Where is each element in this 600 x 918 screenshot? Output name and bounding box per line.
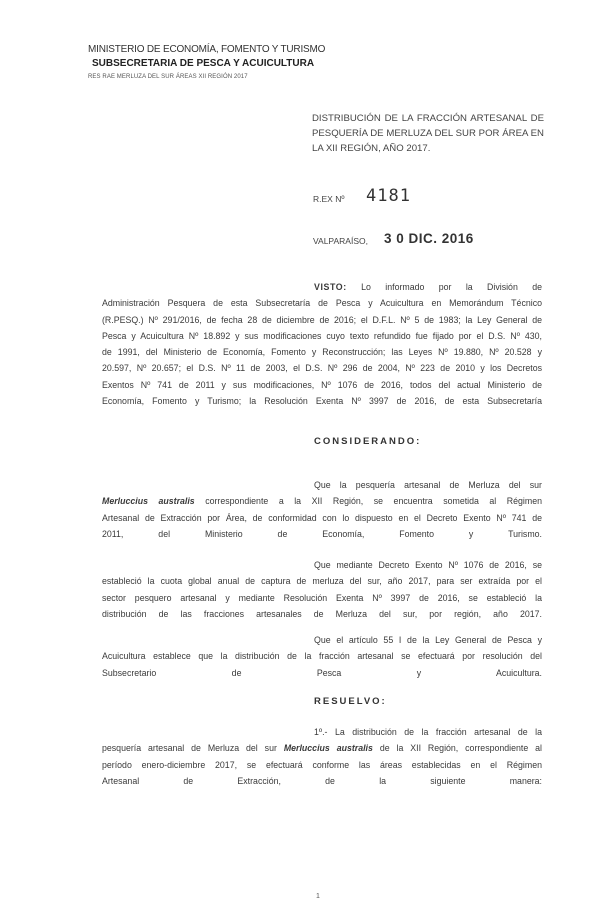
visto-paragraph xyxy=(102,279,542,409)
visto-line-3: (R.PESQ.) Nº 291/2016, de fecha 28 de diciembre de 2016; el D.F.L. Nº 5 de 1983; la Ley General de xyxy=(102,314,542,325)
document-subject: DISTRIBUCIÓN DE LA FRACCIÓN ARTESANAL DE PESQUERÍA DE MERLUZA DEL SUR POR ÁREA EN LA XII REGIÓN, AÑO 2017. xyxy=(312,113,544,154)
considerando-paragraph-2: Que mediante Decreto Exento Nº 1076 de 2016, se estableció la cuota global anual de captura de merluza del sur, año 2017, para ser extraída por el sector pesquero artesanal y mediante Resolución Exenta Nº 3997 de 2016, se estableció la distribución de las fracciones artesanales de Merluza del sur, por región, año 2017. xyxy=(102,560,542,619)
visto-line-8: Economía, Fomento y Turismo; la Resolución Exenta Nº 3997 de 2016, de esta Subsecretaría xyxy=(102,396,542,407)
ministry-name: MINISTERIO DE ECONOMÍA, FOMENTO Y TURISMO xyxy=(88,44,326,55)
visto-line-1: VISTO: Lo informado por la División de xyxy=(314,282,542,292)
page-number: 1 xyxy=(316,893,320,900)
considerando-paragraph-3: Que el artículo 55 I de la Ley General de Pesca y Acuicultura establece que la distribución de la fracción artesanal se efectuará por resolución del Subsecretario de Pesca y Acuicultura. xyxy=(102,635,542,678)
visto-line-6: 20.597, Nº 20.657; el D.S. Nº 11 de 2003, el D.S. Nº 296 de 2004, Nº 223 de 2010 y los Decretos xyxy=(102,363,542,374)
species-name: Merluccius australis xyxy=(283,743,373,754)
visto-label: VISTO: xyxy=(314,282,347,292)
visto-line-4: Pesca y Acuicultura Nº 18.892 y sus modificaciones cuyo texto refundido fue fijado por el D.S. Nº 430, xyxy=(102,330,542,341)
resolution-label: R.EX Nº xyxy=(313,194,345,204)
visto-line-5: de 1991, del Ministerio de Economía, Fomento y Reconstrucción; las Leyes Nº 19.880, Nº 20.528 y xyxy=(102,347,542,358)
resuelvo-paragraph: 1º.- La distribución de la fracción artesanal de la pesquería artesanal de Merluza del sur Merluccius australis de la XII Región, correspondiente al período enero-diciembre 2017, se efectuará conforme las áreas establecidas en el Régimen Artesanal de Extracción, de la siguiente manera: xyxy=(102,727,542,786)
document-reference: RES RAE MERLUZA DEL SUR ÁREAS XII REGIÓN 2017 xyxy=(88,74,248,80)
visto-line-2: Administración Pesquera de esta Subsecretaría de Pesca y Acuicultura en Memorándum Técnico xyxy=(102,298,542,309)
visto-line-7: Exentos Nº 741 de 2011 y sus modificaciones, Nº 1076 de 2016, todos del actual Ministerio de xyxy=(102,379,542,390)
considerando-heading: CONSIDERANDO: xyxy=(314,436,422,447)
species-name: Merluccius australis xyxy=(102,496,195,507)
resuelvo-heading: RESUELVO: xyxy=(314,696,387,707)
subsecretaria-name: SUBSECRETARIA DE PESCA Y ACUICULTURA xyxy=(92,58,315,69)
resolution-date-stamp: 3 0 DIC. 2016 xyxy=(384,231,474,246)
considerando-paragraph-1: Que la pesquería artesanal de Merluza del sur Merluccius australis correspondiente a la XII Región, se encuentra sometida al Régimen Artesanal de Extracción por Área, de conformidad con lo dispuesto en el Decreto Exento Nº 741 de 2011, del Ministerio de Economía, Fomento y Turismo. xyxy=(102,480,542,539)
resolution-place: VALPARAÍSO, xyxy=(313,236,368,246)
resolution-number: 4181 xyxy=(366,186,411,206)
